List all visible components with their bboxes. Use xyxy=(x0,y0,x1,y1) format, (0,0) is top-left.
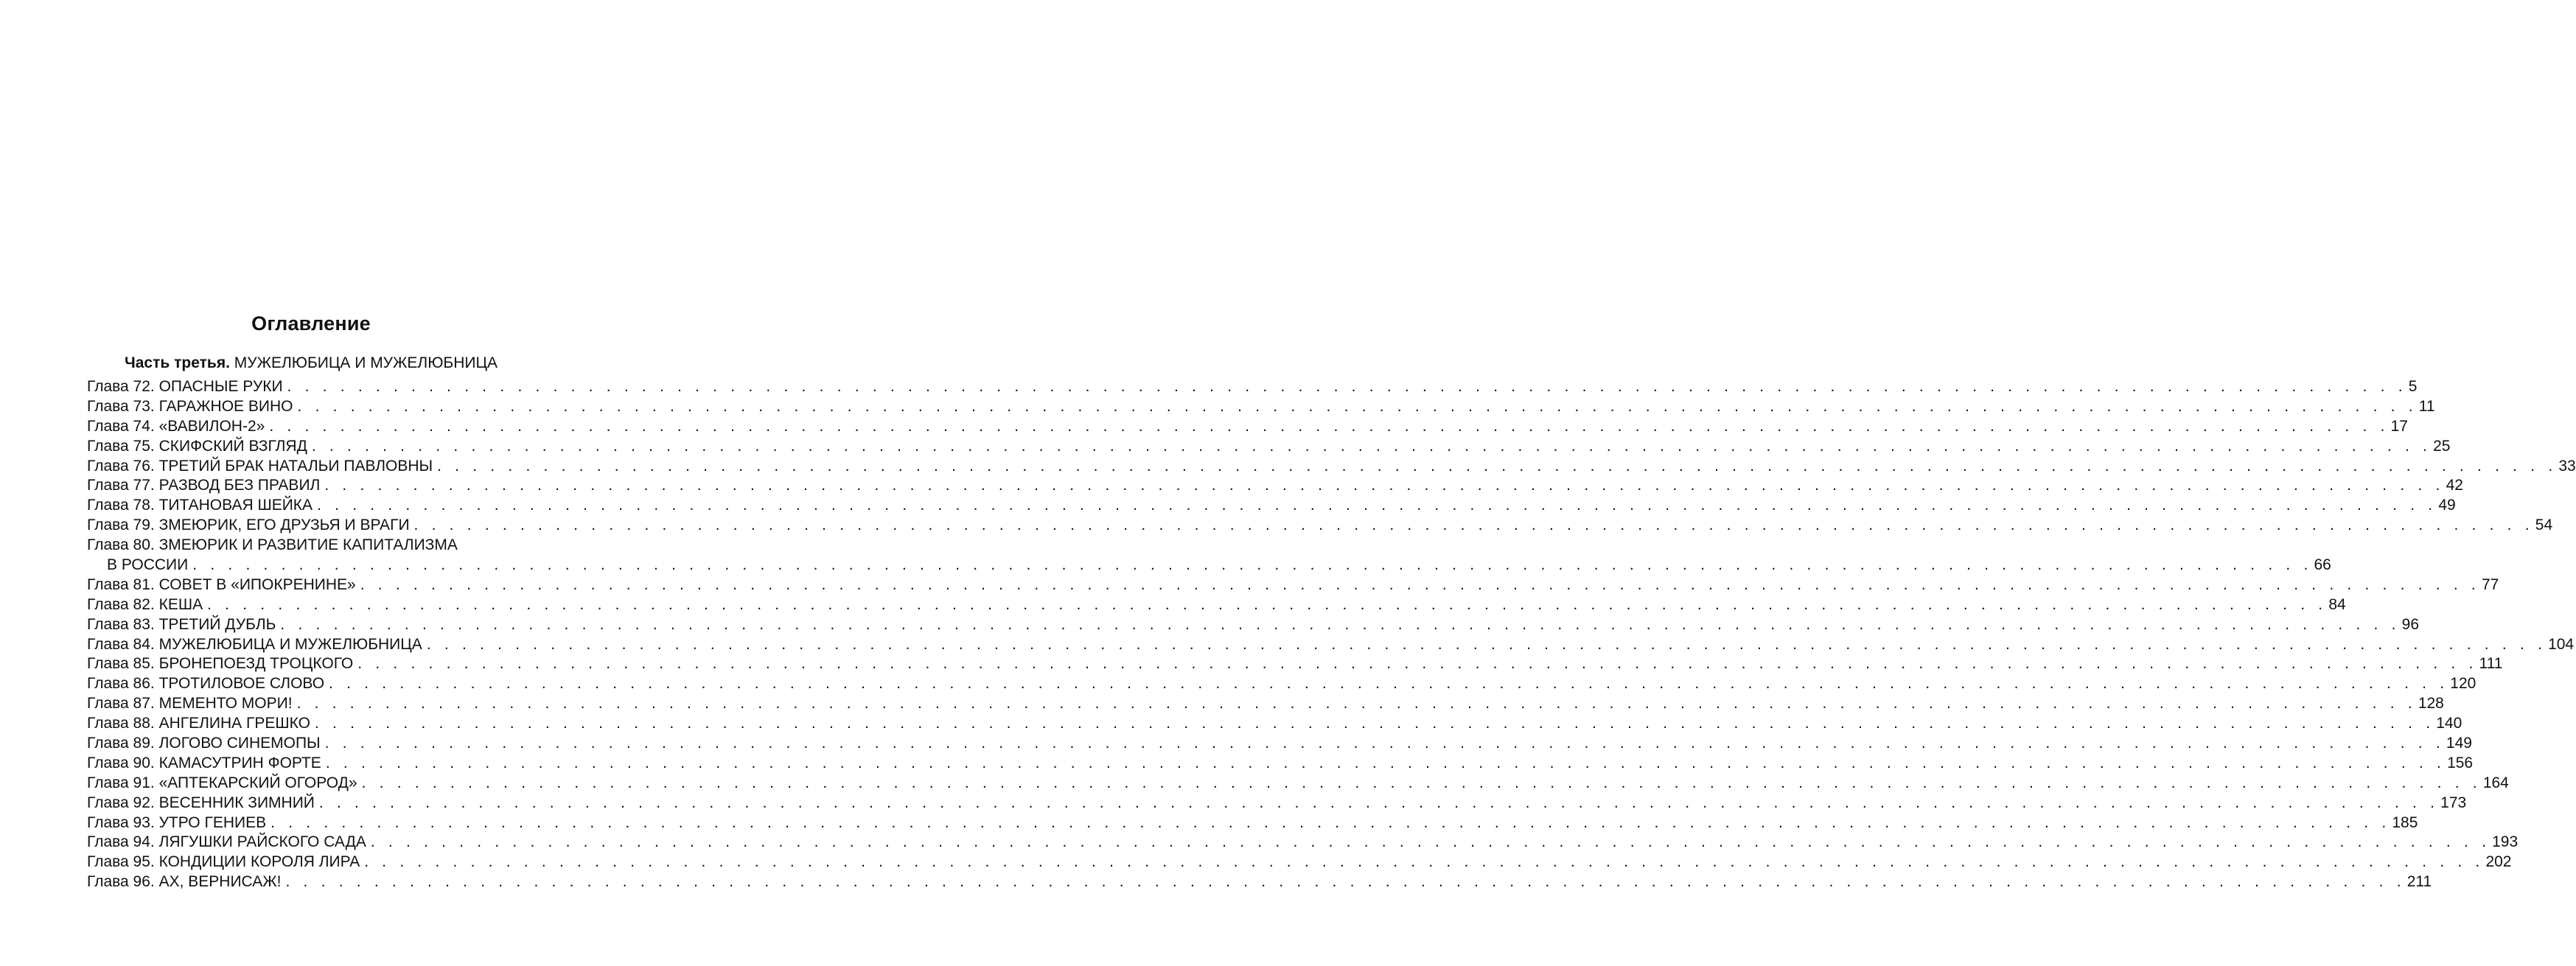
dot-leader: . . . . . . . . . . . . . . . . . . . . . . . . . . . . . . . . . . . . . . . . . . . . . . . . . . . . . . . . . . . . . . . . . . . . . . . . . . . . . . . . . . . . . . . . . . . . . . . . . . . . . . . . . . . . . . . . . . . . . . . . xyxy=(413,517,2534,534)
dot-leader: . . . . . . . . . . . . . . . . . . . . . . . . . . . . . . . . . . . . . . . . . . . . . . . . . . . . . . . . . . . . . . . . . . . . . . . . . . . . . . . . . . . . . . . . . . . . . . . . . . . . . . . . . . . . . . . . . . . . . . . . xyxy=(207,595,2328,613)
dot-leader: . . . . . . . . . . . . . . . . . . . . . . . . . . . . . . . . . . . . . . . . . . . . . . . . . . . . . . . . . . . . . . . . . . . . . . . . . . . . . . . . . . . . . . . . . . . . . . . . . . . . . . . . . . . . . . . . . . . . . . . . xyxy=(360,575,2480,593)
toc-entry-page: 84 xyxy=(2328,595,2346,613)
dot-leader: . . . . . . . . . . . . . . . . . . . . . . . . . . . . . . . . . . . . . . . . . . . . . . . . . . . . . . . . . . . . . . . . . . . . . . . . . . . . . . . . . . . . . . . . . . . . . . . . . . . . . . . . . . . . . . . . . . . . . . . . xyxy=(192,556,2313,574)
toc-entry-page: 25 xyxy=(2433,437,2451,455)
toc-entry-title: Глава 92. ВЕСЕННИК ЗИМНИЙ xyxy=(87,794,315,811)
dot-leader: . . . . . . . . . . . . . . . . . . . . . . . . . . . . . . . . . . . . . . . . . . . . . . . . . . . . . . . . . . . . . . . . . . . . . . . . . . . . . . . . . . . . . . . . . . . . . . . . . . . . . . . . . . . . . . . . . . . . . . . . xyxy=(325,754,2446,771)
toc-entry-title: Глава 87. МЕМЕНТО МОРИ! xyxy=(87,695,293,713)
toc-entry xyxy=(87,397,2435,417)
part-label: Часть третья. xyxy=(124,354,230,371)
toc-entry-page: 120 xyxy=(2450,675,2476,693)
toc-entry-title: Глава 74. «ВАВИЛОН-2» xyxy=(87,417,265,435)
dot-leader: . . . . . . . . . . . . . . . . . . . . . . . . . . . . . . . . . . . . . . . . . . . . . . . . . . . . . . . . . . . . . . . . . . . . . . . . . . . . . . . . . . . . . . . . . . . . . . . . . . . . . . . . . . . . . . . . . . . . . . . . xyxy=(270,813,2391,831)
dot-leader: . . . . . . . . . . . . . . . . . . . . . . . . . . . . . . . . . . . . . . . . . . . . . . . . . . . . . . . . . . . . . . . . . . . . . . . . . . . . . . . . . . . . . . . . . . . . . . . . . . . . . . . . . . . . . . . . . . . . . . . . xyxy=(329,675,2449,693)
toc-entry-title: Глава 80. ЗМЕЮРИК И РАЗВИТИЕ КАПИТАЛИЗМА xyxy=(87,536,458,554)
toc-entry-page: 156 xyxy=(2447,754,2474,771)
dot-leader: . . . . . . . . . . . . . . . . . . . . . . . . . . . . . . . . . . . . . . . . . . . . . . . . . . . . . . . . . . . . . . . . . . . . . . . . . . . . . . . . . . . . . . . . . . . . . . . . . . . . . . . . . . . . . . . . . . . . . . . . xyxy=(370,833,2491,851)
toc-entry-page: 211 xyxy=(2406,873,2432,891)
toc-entry xyxy=(87,377,2418,397)
toc-entry xyxy=(87,654,2503,674)
toc-entry xyxy=(87,774,2509,794)
toc-entry xyxy=(87,536,551,556)
toc-entry xyxy=(87,813,2418,833)
part-heading xyxy=(0,354,622,373)
toc-entry xyxy=(87,457,2576,477)
toc-entry xyxy=(87,595,2346,615)
toc-entry-page: 96 xyxy=(2401,615,2420,633)
toc-entry-title: Глава 93. УТРО ГЕНИЕВ xyxy=(87,813,267,831)
dot-leader: . . . . . . . . . . . . . . . . . . . . . . . . . . . . . . . . . . . . . . . . . . . . . . . . . . . . . . . . . . . . . . . . . . . . . . . . . . . . . . . . . . . . . . . . . . . . . . . . . . . . . . . . . . . . . . . . . . . . . . . . xyxy=(426,635,2547,653)
toc-entry-title: Глава 84. МУЖЕЛЮБИЦА И МУЖЕЛЮБНИЦА xyxy=(87,635,422,653)
toc-entry-title: Глава 88. АНГЕЛИНА ГРЕШКО xyxy=(87,715,310,732)
toc-entry-title: Глава 79. ЗМЕЮРИК, ЕГО ДРУЗЬЯ И ВРАГИ xyxy=(87,517,410,534)
toc-entry-page: 140 xyxy=(2436,715,2462,732)
toc-entry-title: Глава 72. ОПАСНЫЕ РУКИ xyxy=(87,378,283,395)
toc-entry xyxy=(87,694,2444,714)
toc-entry xyxy=(87,853,2512,872)
toc-entry xyxy=(87,615,2420,635)
toc-entry-page: 5 xyxy=(2408,378,2418,395)
toc-entry-page: 66 xyxy=(2314,556,2331,574)
toc-entry xyxy=(87,516,2553,536)
toc-entry xyxy=(87,417,2408,437)
toc-entry xyxy=(87,714,2462,734)
toc-entry-page: 104 xyxy=(2548,635,2575,653)
toc-entry-title: Глава 90. КАМАСУТРИН ФОРТЕ xyxy=(87,754,321,771)
toc-entry-title: Глава 78. ТИТАНОВАЯ ШЕЙКА xyxy=(87,497,313,514)
toc-entry-page: 164 xyxy=(2482,774,2509,791)
toc-entry-page: 17 xyxy=(2390,417,2408,435)
dot-leader: . . . . . . . . . . . . . . . . . . . . . . . . . . . . . . . . . . . . . . . . . . . . . . . . . . . . . . . . . . . . . . . . . . . . . . . . . . . . . . . . . . . . . . . . . . . . . . . . . . . . . . . . . . . . . . . . . . . . . . . . xyxy=(287,378,2407,395)
toc-entry xyxy=(87,496,2456,516)
toc-entry xyxy=(87,635,2575,655)
toc-entry-title: Глава 76. ТРЕТИЙ БРАК НАТАЛЬИ ПАВЛОВНЫ xyxy=(87,457,433,475)
toc-entry-page: 202 xyxy=(2485,853,2512,871)
toc-entry-title: Глава 77. РАЗВОД БЕЗ ПРАВИЛ xyxy=(87,477,321,494)
toc-entry-page: 42 xyxy=(2446,477,2463,494)
toc-entry xyxy=(87,872,2432,892)
toc-entry xyxy=(87,754,2474,774)
dot-leader: . . . . . . . . . . . . . . . . . . . . . . . . . . . . . . . . . . . . . . . . . . . . . . . . . . . . . . . . . . . . . . . . . . . . . . . . . . . . . . . . . . . . . . . . . . . . . . . . . . . . . . . . . . . . . . . . . . . . . . . . xyxy=(311,437,2432,455)
toc-entry-title: Глава 95. КОНДИЦИИ КОРОЛЯ ЛИРА xyxy=(87,853,360,871)
toc-entry xyxy=(87,575,2499,595)
toc-entry-page: 77 xyxy=(2481,575,2499,593)
dot-leader: . . . . . . . . . . . . . . . . . . . . . . . . . . . . . . . . . . . . . . . . . . . . . . . . . . . . . . . . . . . . . . . . . . . . . . . . . . . . . . . . . . . . . . . . . . . . . . . . . . . . . . . . . . . . . . . . . . . . . . . . xyxy=(317,497,2437,514)
toc-entry-title: Глава 89. ЛОГОВО СИНЕМОПЫ xyxy=(87,735,321,752)
toc-list xyxy=(87,377,2576,892)
dot-leader: . . . . . . . . . . . . . . . . . . . . . . . . . . . . . . . . . . . . . . . . . . . . . . . . . . . . . . . . . . . . . . . . . . . . . . . . . . . . . . . . . . . . . . . . . . . . . . . . . . . . . . . . . . . . . . . . . . . . . . . . xyxy=(324,735,2445,752)
toc-entry-page: 111 xyxy=(2479,655,2503,673)
dot-leader: . . . . . . . . . . . . . . . . . . . . . . . . . . . . . . . . . . . . . . . . . . . . . . . . . . . . . . . . . . . . . . . . . . . . . . . . . . . . . . . . . . . . . . . . . . . . . . . . . . . . . . . . . . . . . . . . . . . . . . . . xyxy=(437,457,2558,475)
toc-entry xyxy=(87,734,2472,754)
dot-leader: . . . . . . . . . . . . . . . . . . . . . . . . . . . . . . . . . . . . . . . . . . . . . . . . . . . . . . . . . . . . . . . . . . . . . . . . . . . . . . . . . . . . . . . . . . . . . . . . . . . . . . . . . . . . . . . . . . . . . . . . xyxy=(297,397,2418,415)
toc-entry-continuation xyxy=(87,556,2331,575)
toc-entry-title: Глава 86. ТРОТИЛОВОЕ СЛОВО xyxy=(87,675,325,693)
dot-leader: . . . . . . . . . . . . . . . . . . . . . . . . . . . . . . . . . . . . . . . . . . . . . . . . . . . . . . . . . . . . . . . . . . . . . . . . . . . . . . . . . . . . . . . . . . . . . . . . . . . . . . . . . . . . . . . . . . . . . . . . xyxy=(357,655,2478,673)
dot-leader: . . . . . . . . . . . . . . . . . . . . . . . . . . . . . . . . . . . . . . . . . . . . . . . . . . . . . . . . . . . . . . . . . . . . . . . . . . . . . . . . . . . . . . . . . . . . . . . . . . . . . . . . . . . . . . . . . . . . . . . . xyxy=(269,417,2390,435)
toc-entry-page: 11 xyxy=(2418,397,2435,415)
dot-leader: . . . . . . . . . . . . . . . . . . . . . . . . . . . . . . . . . . . . . . . . . . . . . . . . . . . . . . . . . . . . . . . . . . . . . . . . . . . . . . . . . . . . . . . . . . . . . . . . . . . . . . . . . . . . . . . . . . . . . . . . xyxy=(285,873,2406,891)
toc-entry xyxy=(87,833,2519,853)
toc-entry-title: Глава 85. БРОНЕПОЕЗД ТРОЦКОГО xyxy=(87,655,354,673)
dot-leader: . . . . . . . . . . . . . . . . . . . . . . . . . . . . . . . . . . . . . . . . . . . . . . . . . . . . . . . . . . . . . . . . . . . . . . . . . . . . . . . . . . . . . . . . . . . . . . . . . . . . . . . . . . . . . . . . . . . . . . . . xyxy=(280,615,2401,633)
dot-leader: . . . . . . . . . . . . . . . . . . . . . . . . . . . . . . . . . . . . . . . . . . . . . . . . . . . . . . . . . . . . . . . . . . . . . . . . . . . . . . . . . . . . . . . . . . . . . . . . . . . . . . . . . . . . . . . . . . . . . . . . xyxy=(364,853,2485,871)
toc-entry-title: Глава 81. СОВЕТ В «ИПОКРЕНИНЕ» xyxy=(87,575,356,593)
toc-entry xyxy=(87,437,2451,457)
toc-entry xyxy=(87,674,2476,694)
toc-entry-page: 193 xyxy=(2492,833,2519,851)
page-title: Оглавление xyxy=(251,312,371,335)
toc-entry-page: 33 xyxy=(2558,457,2576,475)
toc-entry-page: 185 xyxy=(2392,813,2418,831)
dot-leader: . . . . . . . . . . . . . . . . . . . . . . . . . . . . . . . . . . . . . . . . . . . . . . . . . . . . . . . . . . . . . . . . . . . . . . . . . . . . . . . . . . . . . . . . . . . . . . . . . . . . . . . . . . . . . . . . . . . . . . . . xyxy=(361,774,2482,791)
toc-entry-page: 128 xyxy=(2418,695,2444,713)
toc-entry-page: 54 xyxy=(2535,517,2553,534)
toc-entry-page: 173 xyxy=(2440,794,2467,811)
toc-entry-title: Глава 96. АХ, ВЕРНИСАЖ! xyxy=(87,873,282,891)
dot-leader: . . . . . . . . . . . . . . . . . . . . . . . . . . . . . . . . . . . . . . . . . . . . . . . . . . . . . . . . . . . . . . . . . . . . . . . . . . . . . . . . . . . . . . . . . . . . . . . . . . . . . . . . . . . . . . . . . . . . . . . . xyxy=(314,715,2435,732)
toc-entry xyxy=(87,794,2467,813)
toc-entry-page: 149 xyxy=(2446,735,2472,752)
part-title: МУЖЕЛЮБИЦА И МУЖЕЛЮБНИЦА xyxy=(234,354,498,371)
toc-entry-page: 49 xyxy=(2438,497,2456,514)
toc-entry xyxy=(87,476,2463,496)
dot-leader: . . . . . . . . . . . . . . . . . . . . . . . . . . . . . . . . . . . . . . . . . . . . . . . . . . . . . . . . . . . . . . . . . . . . . . . . . . . . . . . . . . . . . . . . . . . . . . . . . . . . . . . . . . . . . . . . . . . . . . . . xyxy=(318,794,2440,811)
toc-entry-title: Глава 94. ЛЯГУШКИ РАЙСКОГО САДА xyxy=(87,833,366,851)
toc-entry-title: Глава 73. ГАРАЖНОЕ ВИНО xyxy=(87,397,293,415)
toc-entry-title: Глава 82. КЕША xyxy=(87,595,203,613)
dot-leader: . . . . . . . . . . . . . . . . . . . . . . . . . . . . . . . . . . . . . . . . . . . . . . . . . . . . . . . . . . . . . . . . . . . . . . . . . . . . . . . . . . . . . . . . . . . . . . . . . . . . . . . . . . . . . . . . . . . . . . . . xyxy=(324,477,2445,494)
toc-entry-title-continued: В РОССИИ xyxy=(107,556,189,574)
toc-entry-title: Глава 75. СКИФСКИЙ ВЗГЛЯД xyxy=(87,437,307,455)
toc-entry-title: Глава 91. «АПТЕКАРСКИЙ ОГОРОД» xyxy=(87,774,357,791)
dot-leader: . . . . . . . . . . . . . . . . . . . . . . . . . . . . . . . . . . . . . . . . . . . . . . . . . . . . . . . . . . . . . . . . . . . . . . . . . . . . . . . . . . . . . . . . . . . . . . . . . . . . . . . . . . . . . . . . . . . . . . . . xyxy=(296,695,2417,713)
toc-entry-title: Глава 83. ТРЕТИЙ ДУБЛЬ xyxy=(87,615,276,633)
